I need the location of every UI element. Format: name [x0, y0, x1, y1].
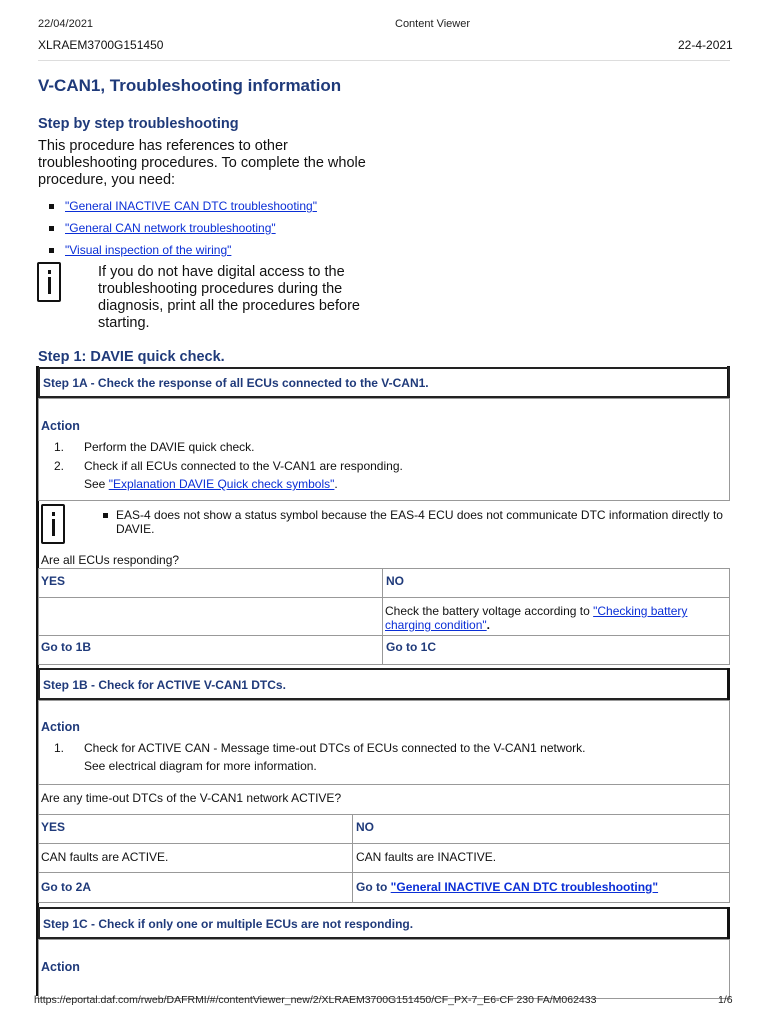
list-item [38, 220, 317, 242]
goto-1c[interactable]: Go to 1C [386, 640, 436, 654]
reference-link[interactable]: "General INACTIVE CAN DTC troubleshooting" [65, 199, 317, 213]
info-icon [41, 504, 65, 544]
list-item: 1. Check for ACTIVE CAN - Message time-out DTCs of ECUs connected to the V-CAN1 network. [53, 741, 586, 755]
see-reference: See electrical diagram for more information. [84, 759, 317, 773]
battery-link[interactable]: "Checking battery charging condition" [385, 604, 688, 632]
list-item: 1. Perform the DAVIE quick check. [53, 440, 255, 454]
step-code: Step 1B [43, 678, 88, 692]
list-item [38, 198, 317, 220]
info-note: EAS-4 does not show a status symbol because the EAS-4 ECU does not communicate DTC information directly to DAVIE. [116, 508, 728, 536]
reference-link[interactable]: "General CAN network troubleshooting" [65, 221, 276, 235]
action-label: Action [41, 419, 80, 433]
print-date: 22/04/2021 [38, 18, 94, 30]
window-title: Content Viewer [395, 18, 471, 30]
no-label: NO [356, 820, 374, 834]
step-title: - Check the response of all ECUs connected to the V-CAN1. [87, 376, 429, 390]
step-header [38, 367, 730, 398]
step-code: Step 1A [43, 376, 88, 390]
list-item [38, 242, 317, 264]
davie-symbols-link[interactable]: "Explanation DAVIE Quick check symbols" [108, 477, 335, 491]
question: Are any time-out DTCs of the V-CAN1 network ACTIVE? [41, 791, 342, 805]
yes-label: YES [41, 820, 66, 834]
action-list [42, 439, 403, 477]
note-text: If you do not have digital access to the troubleshooting procedures during the diagnosis, print all the procedures before starting. [98, 264, 360, 331]
list-item: 2. Check if all ECUs connected to the V-CAN1 are responding. [53, 459, 403, 473]
intro-text: This procedure has references to other troubleshooting procedures. To complete the whole procedure, you need: [38, 138, 366, 188]
see-reference: See "Explanation DAVIE Quick check symbols". [84, 477, 338, 491]
doc-id: XLRAEM3700G151450 [38, 38, 164, 52]
action-label: Action [41, 720, 80, 734]
header-divider [38, 60, 730, 61]
page-number: 1/6 [718, 994, 733, 1006]
inactive-dtc-link[interactable]: "General INACTIVE CAN DTC troubleshooting" [390, 880, 659, 894]
step-heading: Step 1: DAVIE quick check. [38, 349, 225, 365]
step-header [38, 668, 730, 700]
no-result: CAN faults are INACTIVE. [356, 850, 497, 864]
no-label: NO [386, 574, 404, 588]
goto-2a[interactable]: Go to 2A [41, 880, 91, 894]
reference-list [38, 198, 317, 264]
step-code: Step 1C [43, 917, 88, 931]
goto-1b[interactable]: Go to 1B [41, 640, 91, 654]
page-title: V-CAN1, Troubleshooting information [38, 76, 342, 95]
action-label: Action [41, 960, 80, 974]
step-title: - Check for ACTIVE V-CAN1 DTCs. [87, 678, 286, 692]
info-icon [37, 262, 61, 302]
step-title: - Check if only one or multiple ECUs are not responding. [87, 917, 414, 931]
yes-result: CAN faults are ACTIVE. [41, 850, 169, 864]
no-instruction: Check the battery voltage according to "Checking battery charging condition". [385, 604, 688, 632]
step-header [38, 907, 730, 939]
action-list [42, 740, 586, 759]
doc-date: 22-4-2021 [678, 38, 733, 52]
goto-inactive: Go to "General INACTIVE CAN DTC troubleshooting" [356, 880, 659, 894]
footer-url: https://eportal.daf.com/rweb/DAFRMI/#/contentViewer_new/2/XLRAEM3700G151450/CF_PX-7_E6-CF 230 FA/M062433 [34, 994, 597, 1006]
action-cell [38, 939, 730, 999]
section-title: Step by step troubleshooting [38, 116, 239, 132]
yes-label: YES [41, 574, 66, 588]
reference-link[interactable]: "Visual inspection of the wiring" [65, 243, 232, 257]
question: Are all ECUs responding? [41, 553, 180, 567]
